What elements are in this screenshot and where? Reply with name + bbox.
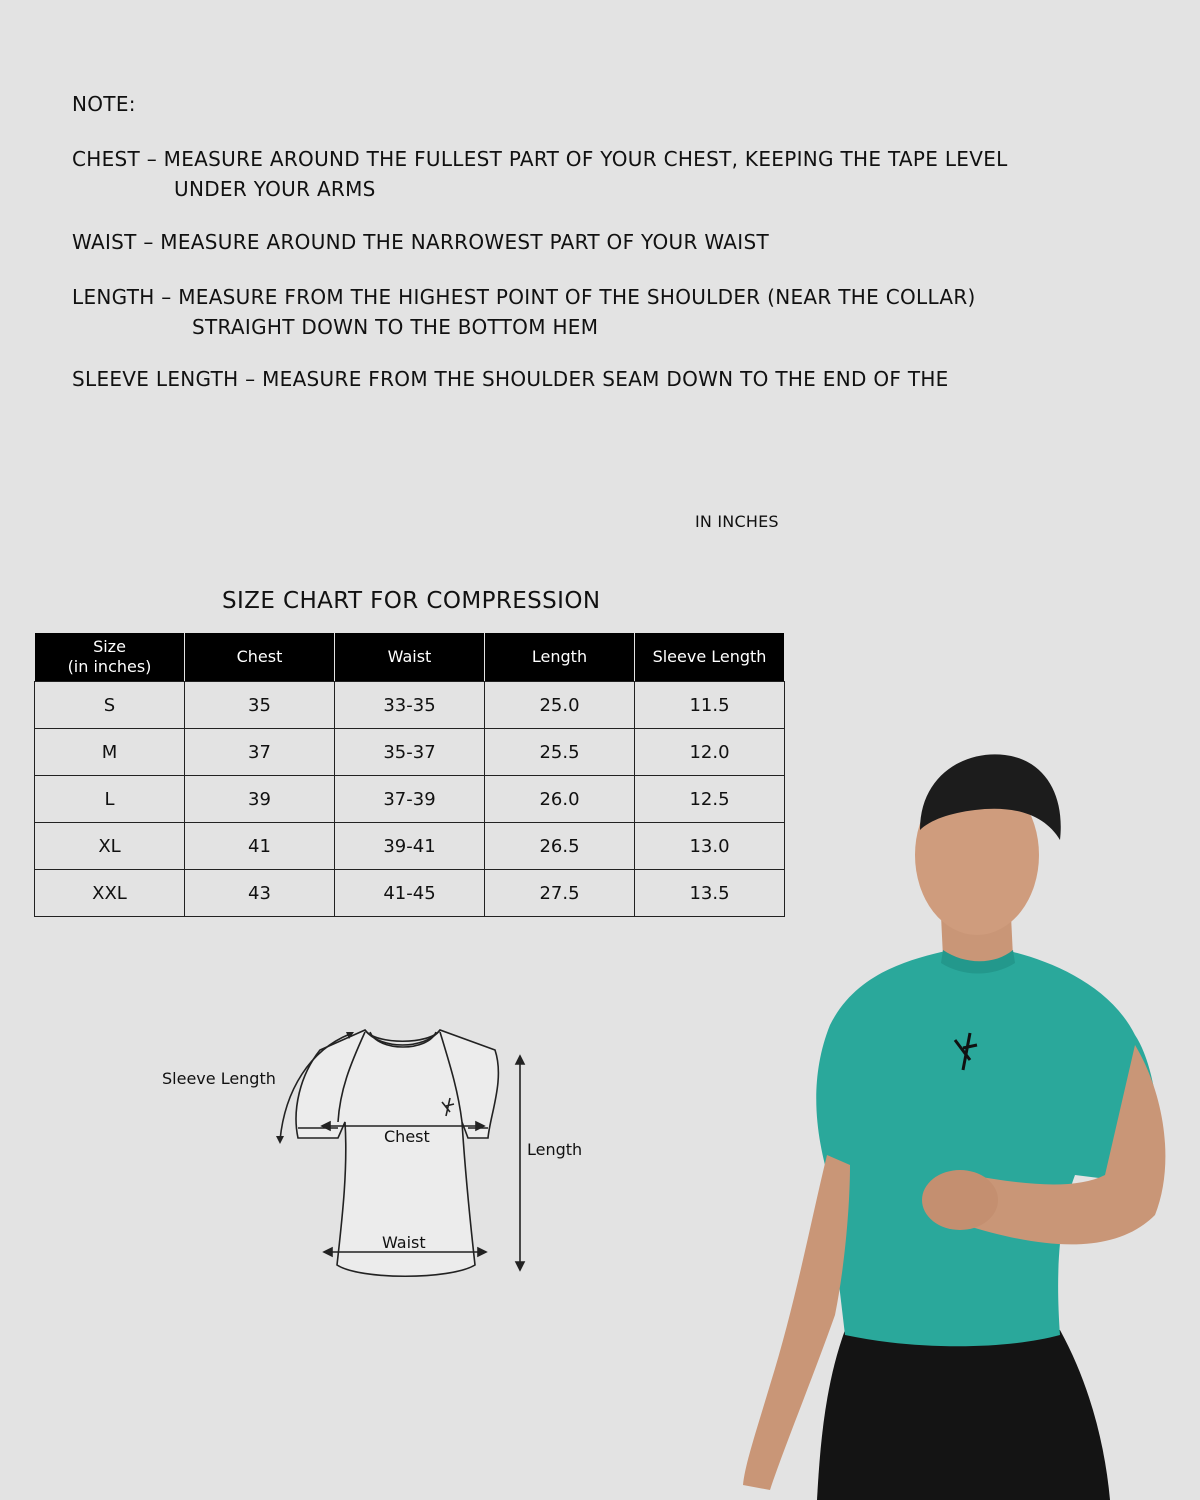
sleeve-length-label: Sleeve Length — [162, 1069, 276, 1088]
cell-chest: 41 — [185, 823, 335, 870]
note-waist — [72, 227, 769, 257]
table-row — [35, 870, 785, 917]
header-chest: Chest — [185, 633, 335, 682]
cell-length: 27.5 — [485, 870, 635, 917]
cell-length: 26.5 — [485, 823, 635, 870]
chart-title: SIZE CHART FOR COMPRESSION — [222, 588, 601, 614]
cell-chest: 43 — [185, 870, 335, 917]
note-length — [72, 282, 976, 342]
header-size-line2: (in inches) — [67, 657, 152, 676]
note-length-line1: LENGTH – MEASURE FROM THE HIGHEST POINT OF THE SHOULDER (NEAR THE COLLAR) — [72, 285, 976, 309]
cell-sleeve-length: 12.0 — [635, 729, 785, 776]
cell-waist: 41-45 — [335, 870, 485, 917]
compression-shirt — [816, 950, 1159, 1346]
shirt-measurement-diagram — [150, 1020, 610, 1290]
sleeve-arrow-head-bottom — [276, 1136, 284, 1144]
cell-chest: 35 — [185, 682, 335, 729]
cell-size: XL — [35, 823, 185, 870]
cell-length: 25.0 — [485, 682, 635, 729]
note-chest-line1: CHEST – MEASURE AROUND THE FULLEST PART OF YOUR CHEST, KEEPING THE TAPE LEVEL — [72, 147, 1008, 171]
header-length: Length — [485, 633, 635, 682]
cell-waist: 33-35 — [335, 682, 485, 729]
note-chest-line2: UNDER YOUR ARMS — [174, 177, 376, 201]
cell-waist: 35-37 — [335, 729, 485, 776]
cell-sleeve-length: 11.5 — [635, 682, 785, 729]
cell-size: L — [35, 776, 185, 823]
header-sleeve-length: Sleeve Length — [635, 633, 785, 682]
note-sleeve-line1: SLEEVE LENGTH – MEASURE FROM THE SHOULDER SEAM DOWN TO THE END OF THE — [72, 367, 949, 391]
shorts — [817, 1330, 1110, 1500]
note-chest — [72, 144, 1008, 204]
note-length-line2: STRAIGHT DOWN TO THE BOTTOM HEM — [192, 315, 599, 339]
units-label: IN INCHES — [695, 512, 779, 531]
cell-waist: 37-39 — [335, 776, 485, 823]
header-waist: Waist — [335, 633, 485, 682]
note-sleeve — [72, 364, 949, 394]
cell-chest: 39 — [185, 776, 335, 823]
chest-label: Chest — [384, 1127, 430, 1146]
size-table — [34, 632, 785, 917]
table-row — [35, 682, 785, 729]
cell-chest: 37 — [185, 729, 335, 776]
table-header-row — [35, 633, 785, 682]
cell-sleeve-length: 12.5 — [635, 776, 785, 823]
cell-sleeve-length: 13.5 — [635, 870, 785, 917]
fist — [922, 1170, 998, 1230]
cell-waist: 39-41 — [335, 823, 485, 870]
table-row — [35, 776, 785, 823]
note-waist-line1: WAIST – MEASURE AROUND THE NARROWEST PART OF YOUR WAIST — [72, 230, 769, 254]
cell-size: S — [35, 682, 185, 729]
cell-length: 26.0 — [485, 776, 635, 823]
length-arrow — [516, 1056, 524, 1270]
header-size-line1: Size — [93, 637, 126, 656]
model-photo — [715, 745, 1185, 1500]
waist-label: Waist — [382, 1233, 426, 1252]
cell-size: XXL — [35, 870, 185, 917]
cell-sleeve-length: 13.0 — [635, 823, 785, 870]
note-heading: NOTE: — [72, 92, 136, 116]
length-label: Length — [527, 1140, 583, 1159]
table-row — [35, 729, 785, 776]
table-row — [35, 823, 785, 870]
header-size — [35, 633, 185, 682]
cell-length: 25.5 — [485, 729, 635, 776]
cell-size: M — [35, 729, 185, 776]
